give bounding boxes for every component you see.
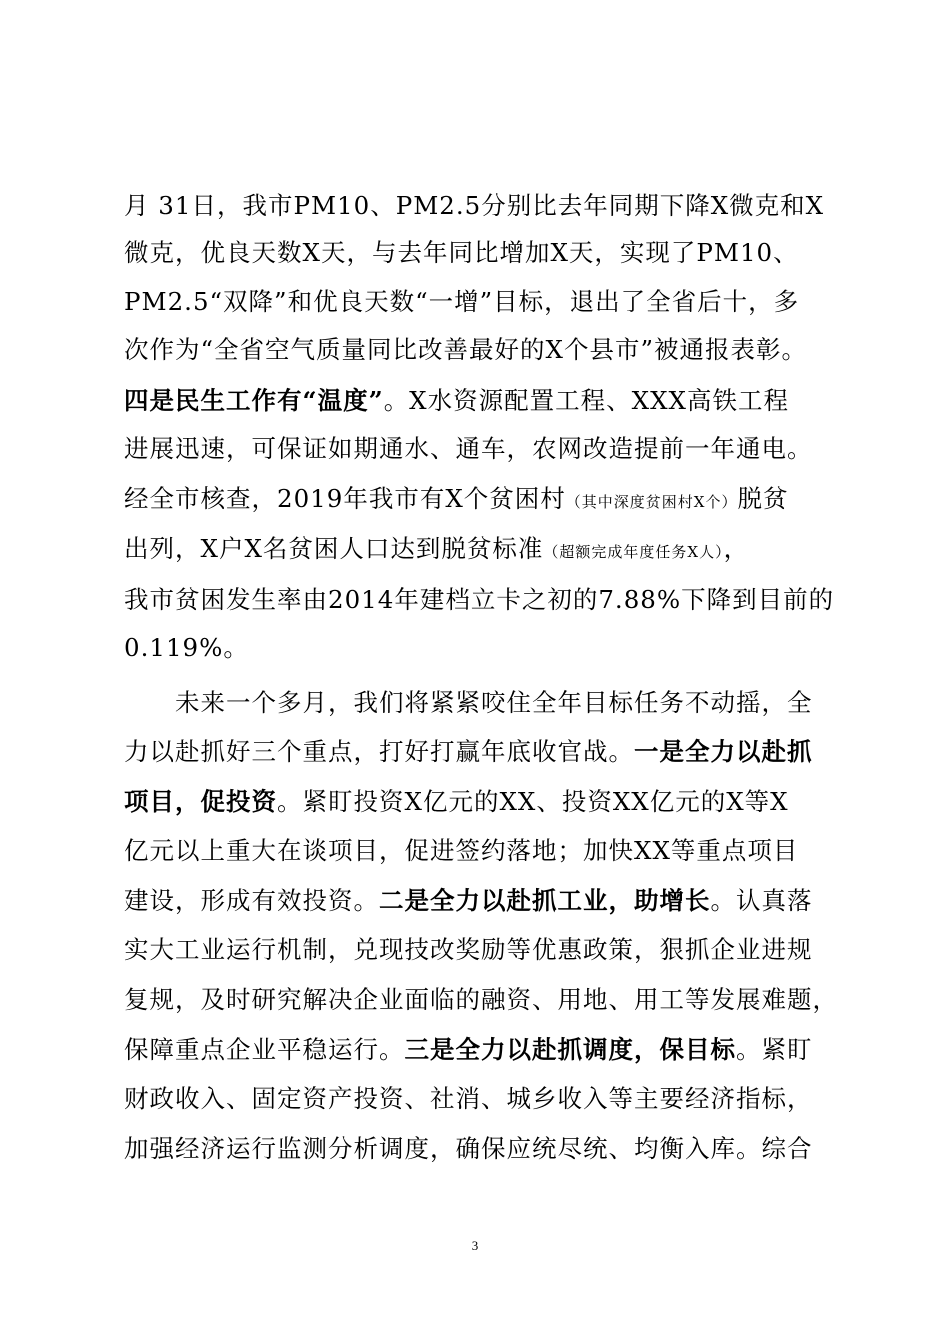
text-segment: ， [723,534,750,563]
text-line-3 [124,279,844,325]
parenthetical-note: （超额完成年度任务X人） [543,543,724,561]
bold-heading-text: 二是全力以赴抓工业，助增长 [379,886,711,915]
text-segment: 未来一个多月，我们将紧紧咬住全年目标任务不动摇，全 [175,688,813,717]
text-line-1 [124,183,844,229]
text-line-5 [124,378,844,424]
text-segment: 微克，优良天数X天，与去年同比增加X天，实现了PM10、 [124,238,799,267]
bold-heading-text: 项目，促投资 [124,787,277,816]
text-segment: 。紧盯投资X亿元的XX、投资XX亿元的X等X [277,787,789,816]
text-line-16 [124,927,844,973]
text-segment: 亿元以上重大在谈项目，促进签约落地；加快XX等重点项目 [124,836,799,865]
text-segment: 保障重点企业平稳运行。 [124,1035,405,1064]
text-segment: 加强经济运行监测分析调度，确保应统尽统、均衡入库。综合 [124,1134,813,1163]
text-line-10 [124,625,844,671]
text-line-6 [124,426,844,472]
page-number: 3 [471,1238,479,1253]
parenthetical-note: （其中深度贫困村X个） [565,493,738,511]
text-line-9 [124,577,844,623]
text-segment: 脱贫 [737,484,789,513]
text-line-14 [124,828,844,874]
text-segment: 次作为“全省空气质量同比改善最好的X个县市”被通报表彰。 [124,335,807,364]
bold-heading-text: 三是全力以赴抓调度，保目标 [404,1035,736,1064]
text-line-13 [124,779,844,825]
text-line-7 [124,476,844,522]
text-segment: 出列，X户X名贫困人口达到脱贫标准 [124,534,544,563]
text-line-15 [124,878,844,924]
text-segment: 经全市核查，2019年我市有X个贫困村 [124,484,566,513]
text-line-17 [124,977,844,1023]
text-line-11 [175,680,844,726]
text-segment: 进展迅速，可保证如期通水、通车，农网改造提前一年通电。 [124,434,813,463]
text-segment: 财政收入、固定资产投资、社消、城乡收入等主要经济指标， [124,1084,813,1113]
text-segment: 建设，形成有效投资。 [124,886,379,915]
text-segment: 。认真落 [710,886,813,915]
text-segment: 。紧盯 [736,1035,813,1064]
bold-heading-text: 四是民生工作有“温度” [124,386,384,415]
text-segment: 我市贫困发生率由2014年建档立卡之初的7.88%下降到目前的 [124,585,835,614]
text-segment: 月 31日，我市PM10、PM2.5分别比去年同期下降X微克和X [124,191,825,220]
text-line-4 [124,327,844,373]
text-line-2 [124,230,844,276]
text-segment: PM2.5“双降”和优良天数“一增”目标，退出了全省后十，多 [124,287,800,316]
bold-heading-text: 一是全力以赴抓 [634,737,813,766]
text-line-20 [124,1126,844,1172]
text-segment: 实大工业运行机制，兑现技改奖励等优惠政策，狠抓企业进规 [124,935,813,964]
text-segment: 0.119%。 [124,633,249,662]
text-line-19 [124,1076,844,1122]
text-segment: 复规，及时研究解决企业面临的融资、用地、用工等发展难题， [124,985,838,1014]
text-line-18 [124,1027,844,1073]
text-segment: 。X水资源配置工程、XXX高铁工程 [383,386,789,415]
text-line-8 [124,526,844,572]
text-line-12 [124,729,844,775]
text-segment: 力以赴抓好三个重点，打好打赢年底收官战。 [124,737,634,766]
